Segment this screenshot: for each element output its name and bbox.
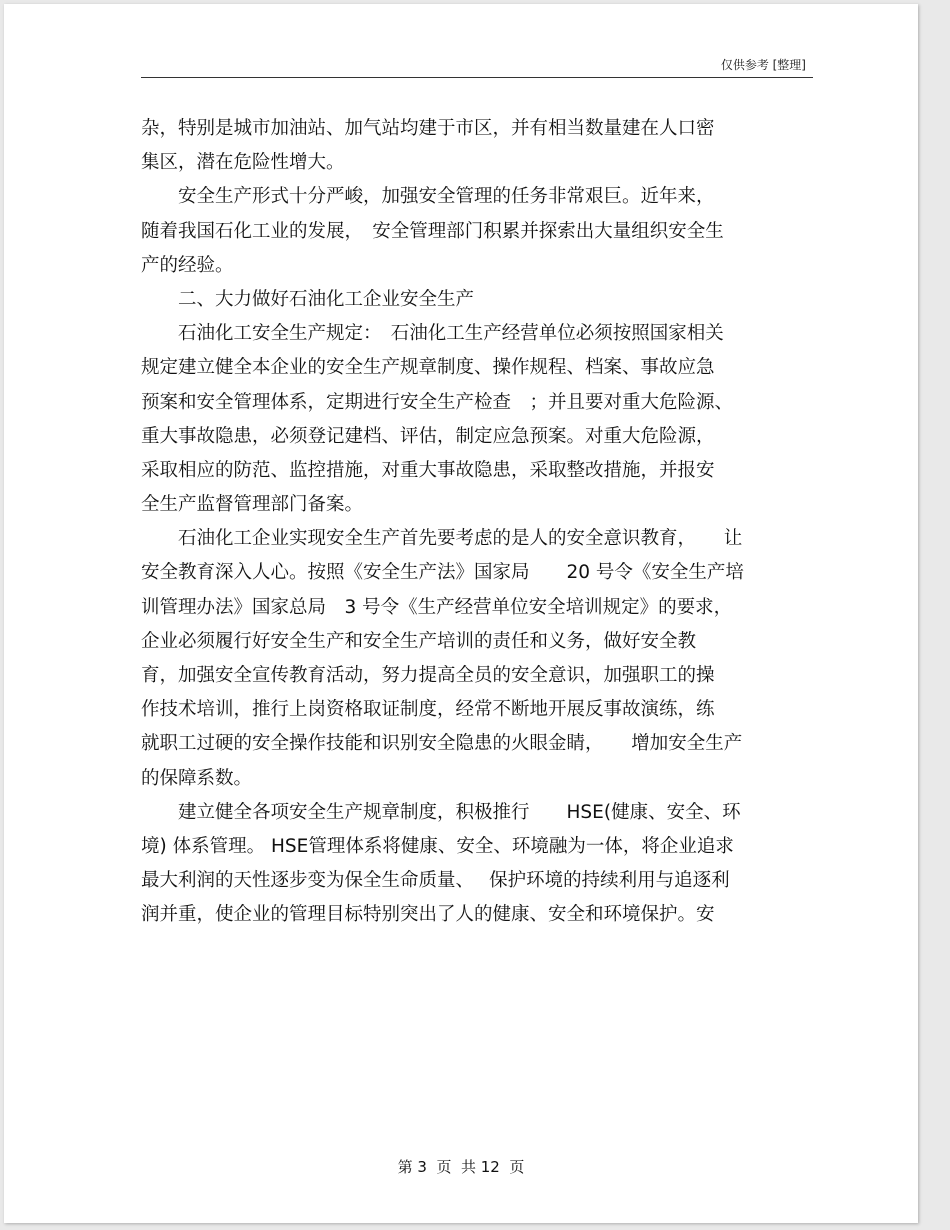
- text-line: 建立健全各项安全生产规章制度，积极推行 HSE(健康、安全、环: [141, 801, 741, 823]
- text-line: 的保障系数。: [141, 767, 253, 789]
- text-line: 杂，特别是城市加油站、加气站均建于市区，并有相当数量建在人口密: [141, 118, 715, 139]
- text-line: 石油化工安全生产规定： 石油化工生产经营单位必须按照国家相关: [141, 323, 724, 345]
- text-line: 育，加强安全宣传教育活动，努力提高全员的安全意识，加强职工的操: [141, 665, 715, 686]
- text-line: 采取相应的防范、监控措施，对重大事故隐患，采取整改措施，并报安: [141, 459, 715, 481]
- text-line: 就职工过硬的安全操作技能和识别安全隐患的火眼金睛， 增加安全生产: [141, 733, 743, 755]
- header-label: 仅供参考 [整理]: [720, 58, 806, 72]
- text-line: 最大利润的天性逐步变为保全生命质量、 保护环境的持续利用与追逐利: [141, 870, 730, 892]
- text-line: 训管理办法》国家总局 3 号令《生产经营单位安全培训规定》的要求，: [141, 596, 733, 618]
- text-line: 预案和安全管理体系，定期进行安全生产检查 ；并且要对重大危险源、: [141, 391, 734, 413]
- text-line: 重大事故隐患，必须登记建档、评估，制定应急预案。对重大危险源，: [141, 425, 715, 447]
- text-line: 境) 体系管理。 HSE管理体系将健康、安全、环境融为一体，将企业追求: [141, 835, 734, 857]
- document-page: [4, 4, 918, 1223]
- text-line: 企业必须履行好安全生产和安全生产培训的责任和义务，做好安全教: [141, 630, 697, 652]
- text-line: 全生产监督管理部门备案。: [141, 494, 364, 516]
- section-heading: 二、大力做好石油化工企业安全生产: [141, 288, 475, 310]
- page-number-footer: 第 3 页 共 12 页: [397, 1158, 525, 1176]
- text-line: 随着我国石化工业的发展， 安全管理部门积累并探索出大量组织安全生: [141, 220, 724, 242]
- text-line: 安全教育深入人心。按照《安全生产法》国家局 20 号令《安全生产培: [141, 562, 744, 584]
- text-line: 安全生产形式十分严峻，加强安全管理的任务非常艰巨。近年来，: [141, 186, 715, 208]
- text-line: 规定建立健全本企业的安全生产规章制度、操作规程、档案、事故应急: [141, 357, 715, 379]
- text-line: 集区，潜在危险性增大。: [141, 152, 345, 174]
- body-text: [141, 112, 821, 933]
- text-line: 作技术培训，推行上岗资格取证制度，经常不断地开展反事故演练，练: [141, 699, 715, 721]
- text-line: 产的经验。: [141, 254, 234, 276]
- text-line: 石油化工企业实现安全生产首先要考虑的是人的安全意识教育， 让: [141, 528, 743, 550]
- header-rule: [141, 77, 813, 78]
- text-line: 润并重，使企业的管理目标特别突出了人的健康、安全和环境保护。安: [141, 904, 715, 926]
